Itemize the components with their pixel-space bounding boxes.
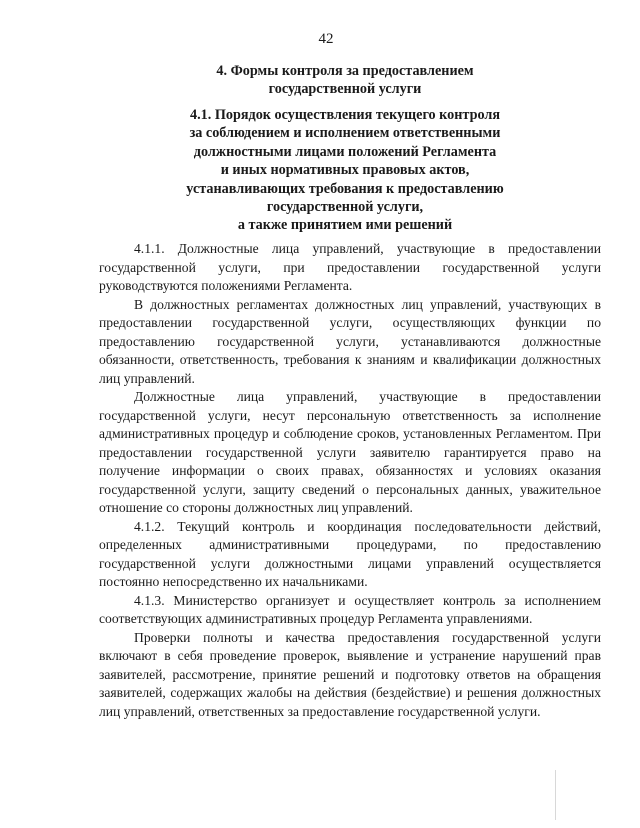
page-number: 42 (318, 31, 334, 47)
paragraph-4-1-2: 4.1.2. Текущий контроль и координация последовательности действий, определенных административными процедурами, по предоставлению государственной услуги должностными лицами управлений осуществляется постоянно непосредственно их начальниками. (99, 518, 601, 589)
subsection-title-line: государственной услуги, (266, 199, 424, 216)
paragraph-4-1-3: 4.1.3. Министерство организует и осуществляет контроль за исполнением соответствующих административных процедур Регламента управлениями. (99, 592, 601, 626)
paragraph-job-regulations: В должностных регламентах должностных лиц управлений, участвующих в предоставлении государственной услуги, осуществляющих функции по предоставлению государственной услуги, устанавливаются должностные обязанности, ответственность, требования к знаниям и квалификации должностных лиц управлений. (99, 296, 601, 386)
section-title-line: 4. Формы контроля за предоставлением (216, 63, 474, 79)
section-title (110, 62, 580, 99)
paragraph-inspections: Проверки полноты и качества предоставления государственной услуги включают в себя проведение проверок, выявление и устранение нарушений прав заявителей, рассмотрение, принятие решений и подготовку ответов на обращения заявителей, содержащих жалобы на действия (бездействие) и решения должностных лиц управлений, ответственных за предоставление государственной услуги. (99, 629, 601, 719)
subsection-title-line: за соблюдением и исполнением ответственными (189, 125, 501, 142)
paragraph-4-1-1: 4.1.1. Должностные лица управлений, участвующие в предоставлении государственной услуги, при предоставлении государственной услуги руководствуются положениями Регламента. (99, 241, 601, 293)
subsection-title-line: а также принятием ими решений (237, 217, 453, 234)
scan-mark (555, 770, 556, 820)
subsection-title-line: устанавливающих требования к предоставлению (186, 180, 504, 197)
subsection-title-line: и иных нормативных правовых актов, (220, 162, 470, 179)
subsection-title (110, 106, 580, 235)
subsection-title-line: должностными лицами положений Регламента (193, 143, 497, 160)
subsection-title-line: 4.1. Порядок осуществления текущего контроля (190, 107, 500, 123)
section-title-line: государственной услуги (268, 81, 422, 98)
paragraph-personal-responsibility: Должностные лица управлений, участвующие в предоставлении государственной услуги, несут персональную ответственность за исполнение административных процедур и соблюдение сроков, установленных Регламентом. При предоставлении государственной услуги заявителю гарантируется право на получение информации о своих правах, обязанностях и условиях оказания государственной услуги, защиту сведений о персональных данных, уважительное отношение со стороны должностных лиц управлений. (99, 389, 601, 515)
body-text (99, 240, 601, 721)
